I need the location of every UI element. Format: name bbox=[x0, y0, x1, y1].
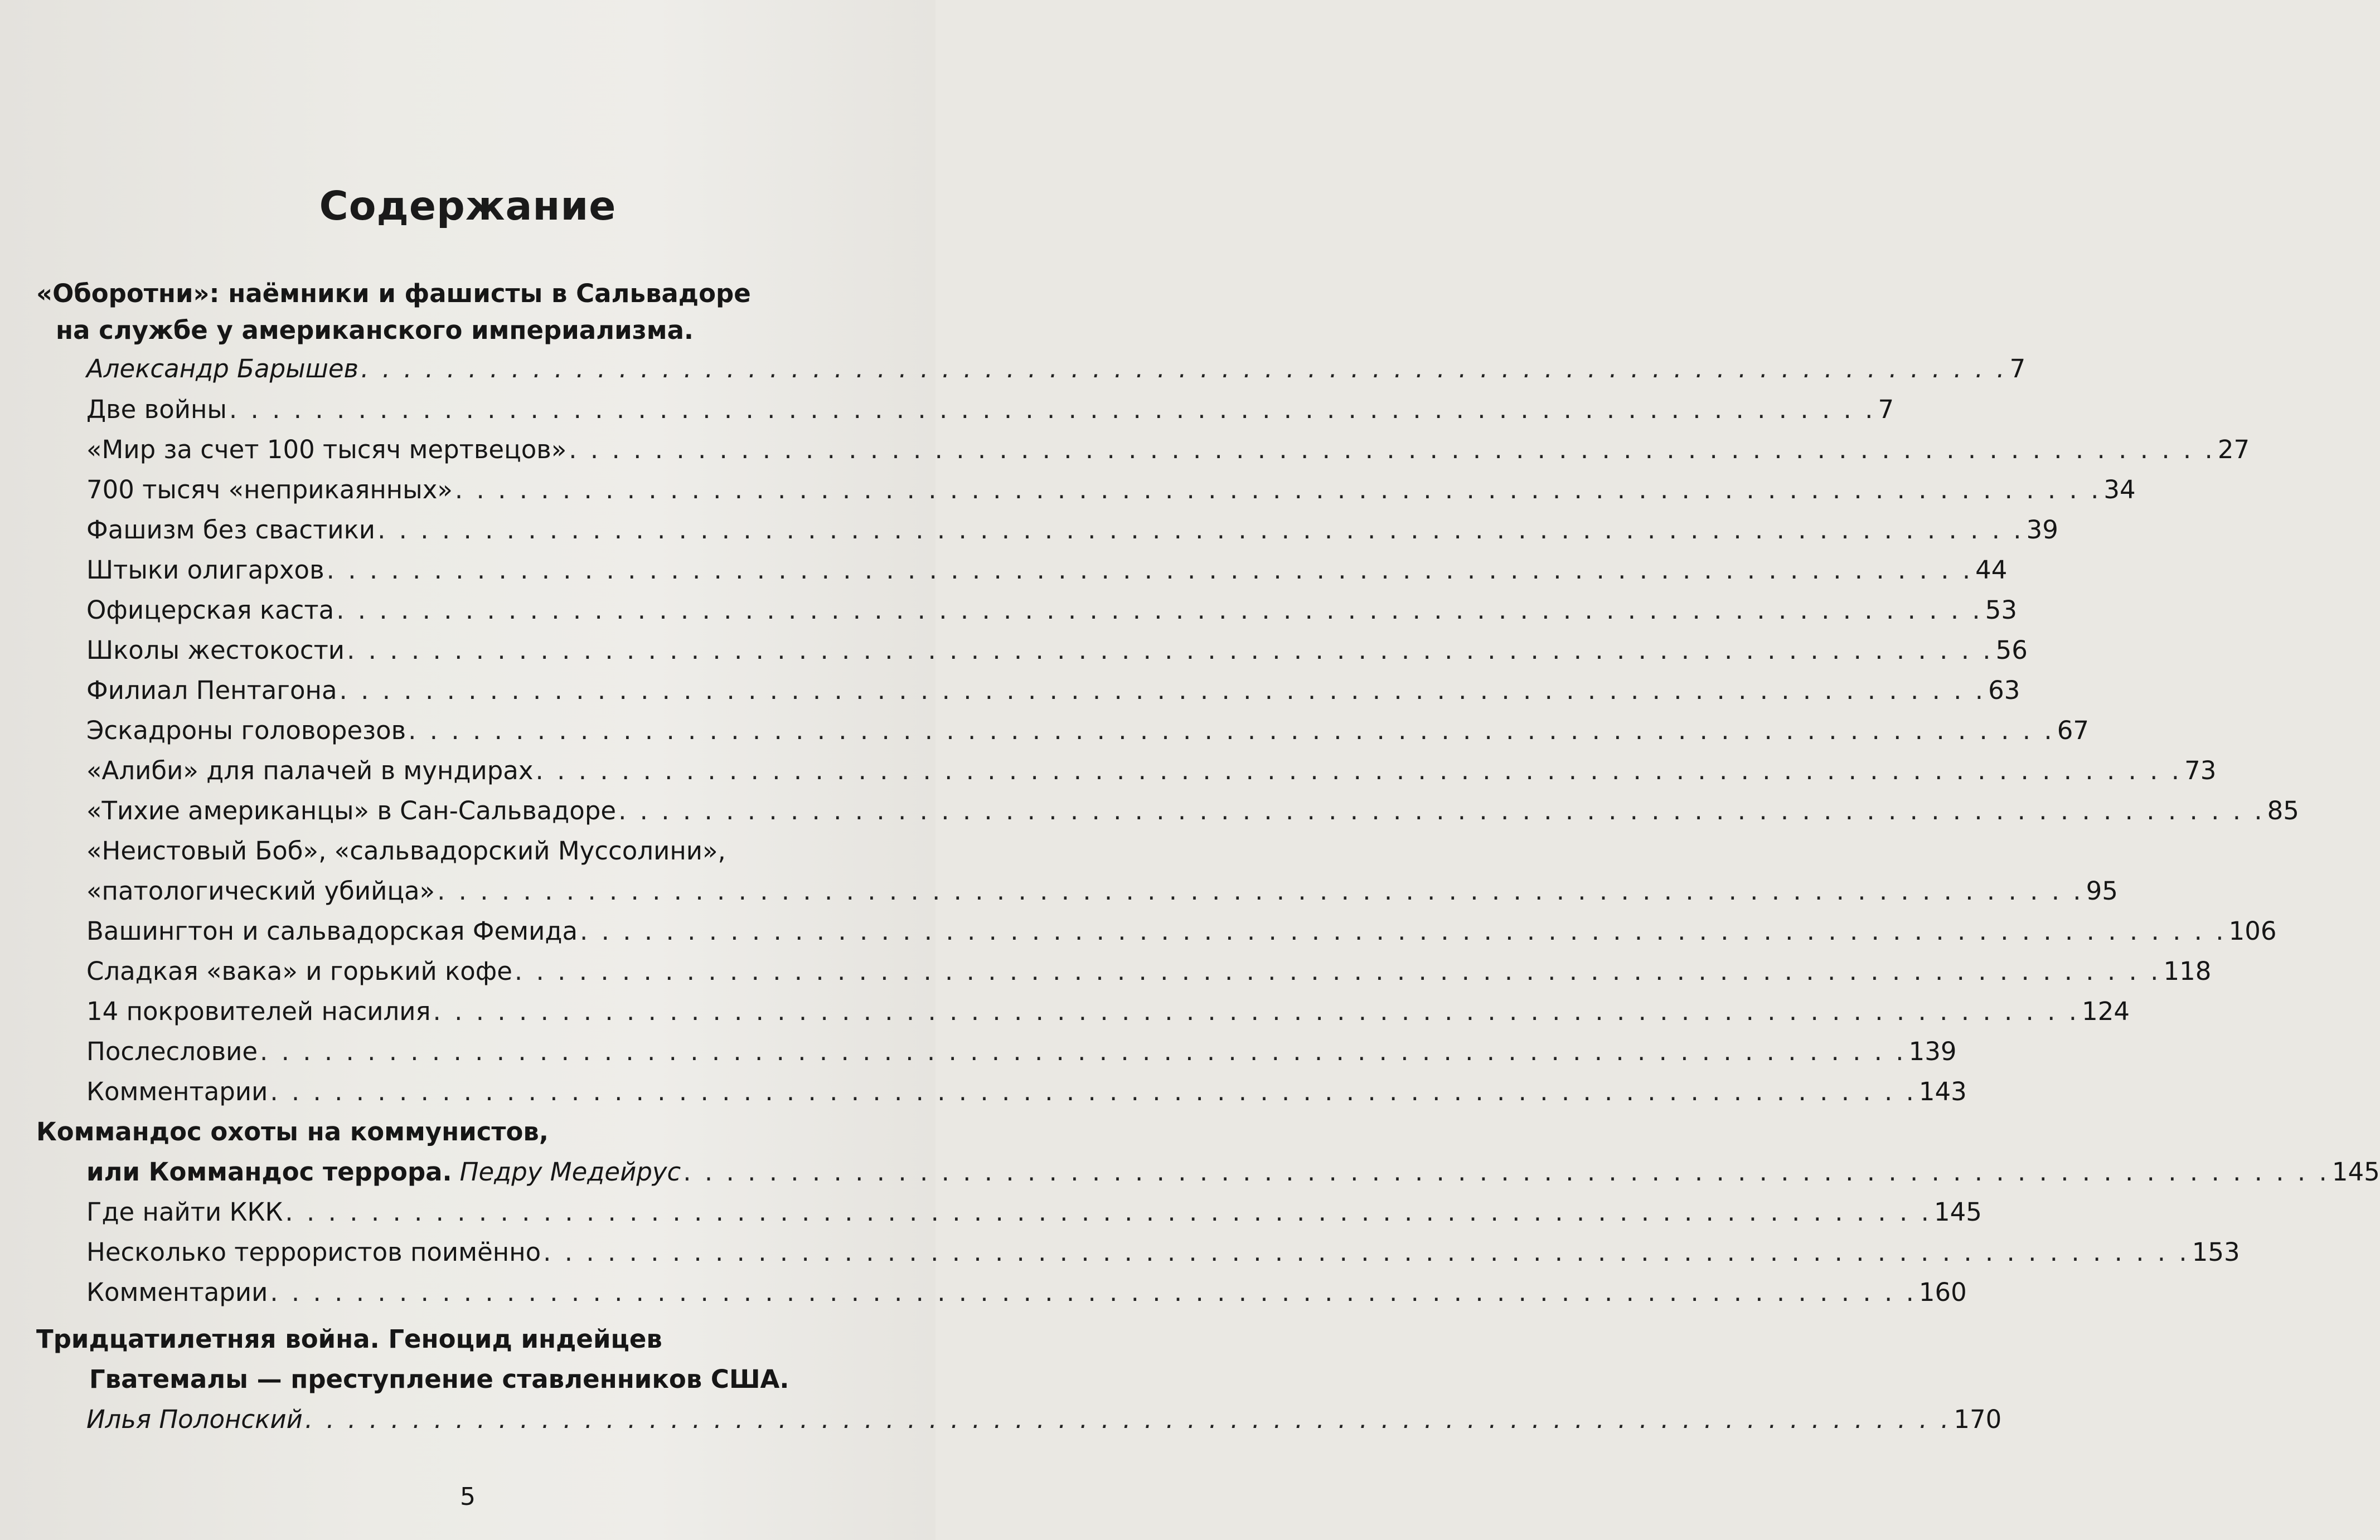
toc-entry: Две войны . . . . . . . . . . . . . . . . . . . . . . . . . . . . . . . . . . . . . . . . . . . . . . . . . . . . . . . . . . . . . . . . . . . . . . . . . . . . . 7 bbox=[86, 395, 1894, 424]
author-name: Илья Полонский bbox=[86, 1405, 303, 1434]
section-1-heading-line-1: «Оборотни»: наёмники и фашисты в Сальвадоре bbox=[36, 279, 751, 308]
toc-entry: Эскадроны головорезов . . . . . . . . . . . . . . . . . . . . . . . . . . . . . . . . . . . . . . . . . . . . . . . . . . . . . . . . . . . . . . . . . . . . . . . . . . . . . 67 bbox=[86, 716, 2089, 745]
toc-entry: Филиал Пентагона . . . . . . . . . . . . . . . . . . . . . . . . . . . . . . . . . . . . . . . . . . . . . . . . . . . . . . . . . . . . . . . . . . . . . . . . . . . . . 63 bbox=[86, 676, 2020, 705]
toc-entry: «патологический убийца» . . . . . . . . . . . . . . . . . . . . . . . . . . . . . . . . . . . . . . . . . . . . . . . . . . . . . . . . . . . . . . . . . . . . . . . . . . . . . 95 bbox=[86, 876, 2118, 906]
dot-leader: . . . . . . . . . . . . . . . . . . . . . . . . . . . . . . . . . . . . . . . . . . . . . . . . . . . . . . . . . . . . . . . . . . . . . . . . . . . . . bbox=[361, 354, 2008, 383]
toc-entry: Несколько террористов поимённо . . . . . . . . . . . . . . . . . . . . . . . . . . . . . . . . . . . . . . . . . . . . . . . . . . . . . . . . . . . . . . . . . . . . . . . . . . . . . 153 bbox=[86, 1237, 2240, 1267]
toc-entry: «Мир за счет 100 тысяч мертвецов» . . . . . . . . . . . . . . . . . . . . . . . . . . . . . . . . . . . . . . . . . . . . . . . . . . . . . . . . . . . . . . . . . . . . . . . . . . . . . 27 bbox=[86, 435, 2250, 464]
author-name: Александр Барышев bbox=[86, 354, 359, 383]
toc-entry: Офицерская каста . . . . . . . . . . . . . . . . . . . . . . . . . . . . . . . . . . . . . . . . . . . . . . . . . . . . . . . . . . . . . . . . . . . . . . . . . . . . . 53 bbox=[86, 595, 2017, 625]
page-title: Содержание bbox=[319, 183, 617, 229]
section-3-heading-line-2: Гватемалы — преступление ставленников США. bbox=[89, 1364, 789, 1394]
page-ref: 7 bbox=[2009, 354, 2026, 383]
toc-entry: Штыки олигархов . . . . . . . . . . . . . . . . . . . . . . . . . . . . . . . . . . . . . . . . . . . . . . . . . . . . . . . . . . . . . . . . . . . . . . . . . . . . . 44 bbox=[86, 555, 2008, 585]
section-2-heading-line-2: или Коммандос террора. Педру Медейрус . . . . . . . . . . . . . . . . . . . . . . . . . . . . . . . . . . . . . . . . . . . . . . . . . . . . . . . . . . . . . . . . . . . . . . . . . . . . . 145 bbox=[86, 1157, 2380, 1187]
author-name: Педру Медейрус bbox=[459, 1157, 681, 1187]
toc-entry: Сладкая «вака» и горький кофе . . . . . . . . . . . . . . . . . . . . . . . . . . . . . . . . . . . . . . . . . . . . . . . . . . . . . . . . . . . . . . . . . . . . . . . . . . . . . 118 bbox=[86, 956, 2212, 986]
section-2-heading-line-1: Коммандос охоты на коммунистов, bbox=[36, 1117, 549, 1147]
toc-entry: Комментарии . . . . . . . . . . . . . . . . . . . . . . . . . . . . . . . . . . . . . . . . . . . . . . . . . . . . . . . . . . . . . . . . . . . . . . . . . . . . . 143 bbox=[86, 1077, 1967, 1106]
section-1-heading-line-2: на службе у американского империализма. bbox=[56, 315, 694, 345]
section-3-author-entry: Илья Полонский . . . . . . . . . . . . . . . . . . . . . . . . . . . . . . . . . . . . . . . . . . . . . . . . . . . . . . . . . . . . . . . . . . . . . . . . . . . . . 170 bbox=[86, 1405, 2002, 1434]
toc-entry: Вашингтон и сальвадорская Фемида . . . . . . . . . . . . . . . . . . . . . . . . . . . . . . . . . . . . . . . . . . . . . . . . . . . . . . . . . . . . . . . . . . . . . . . . . . . . . 106 bbox=[86, 916, 2277, 946]
toc-entry: Послесловие . . . . . . . . . . . . . . . . . . . . . . . . . . . . . . . . . . . . . . . . . . . . . . . . . . . . . . . . . . . . . . . . . . . . . . . . . . . . . 139 bbox=[86, 1037, 1957, 1066]
toc-entry: 14 покровителей насилия . . . . . . . . . . . . . . . . . . . . . . . . . . . . . . . . . . . . . . . . . . . . . . . . . . . . . . . . . . . . . . . . . . . . . . . . . . . . . 124 bbox=[86, 997, 2130, 1026]
toc-entry: «Тихие американцы» в Сан-Сальвадоре . . . . . . . . . . . . . . . . . . . . . . . . . . . . . . . . . . . . . . . . . . . . . . . . . . . . . . . . . . . . . . . . . . . . . . . . . . . . . 85 bbox=[86, 796, 2299, 825]
toc-entry: Фашизм без свастики . . . . . . . . . . . . . . . . . . . . . . . . . . . . . . . . . . . . . . . . . . . . . . . . . . . . . . . . . . . . . . . . . . . . . . . . . . . . . 39 bbox=[86, 515, 2058, 545]
toc-entry: Где найти ККК . . . . . . . . . . . . . . . . . . . . . . . . . . . . . . . . . . . . . . . . . . . . . . . . . . . . . . . . . . . . . . . . . . . . . . . . . . . . . 145 bbox=[86, 1197, 1982, 1227]
toc-entry: Школы жестокости . . . . . . . . . . . . . . . . . . . . . . . . . . . . . . . . . . . . . . . . . . . . . . . . . . . . . . . . . . . . . . . . . . . . . . . . . . . . . 56 bbox=[86, 635, 2028, 665]
page-number: 5 bbox=[460, 1483, 476, 1511]
toc-entry: 700 тысяч «неприкаянных» . . . . . . . . . . . . . . . . . . . . . . . . . . . . . . . . . . . . . . . . . . . . . . . . . . . . . . . . . . . . . . . . . . . . . . . . . . . . . 34 bbox=[86, 475, 2136, 504]
toc-entry: «Алиби» для палачей в мундирах . . . . . . . . . . . . . . . . . . . . . . . . . . . . . . . . . . . . . . . . . . . . . . . . . . . . . . . . . . . . . . . . . . . . . . . . . . . . . 73 bbox=[86, 756, 2217, 785]
toc-entry-line-1: «Неистовый Боб», «сальвадорский Муссолини», bbox=[86, 836, 726, 866]
section-1-author-entry bbox=[86, 354, 2026, 383]
section-3-heading-line-1: Тридцатилетняя война. Геноцид индейцев bbox=[36, 1324, 662, 1354]
toc-entry: Комментарии . . . . . . . . . . . . . . . . . . . . . . . . . . . . . . . . . . . . . . . . . . . . . . . . . . . . . . . . . . . . . . . . . . . . . . . . . . . . . 160 bbox=[86, 1277, 1967, 1307]
